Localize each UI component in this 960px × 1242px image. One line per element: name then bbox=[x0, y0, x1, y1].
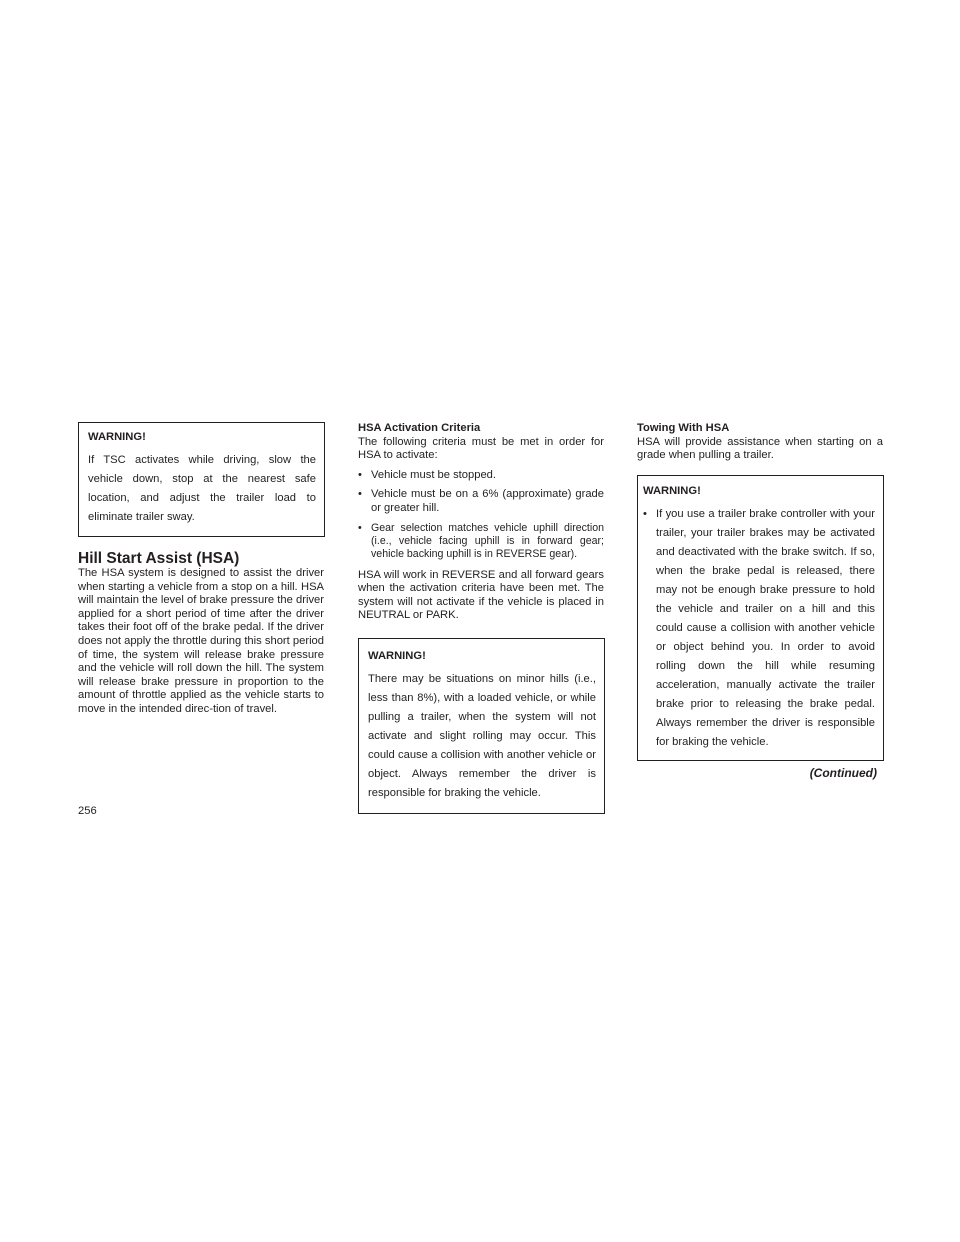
bullet-icon: • bbox=[643, 507, 647, 520]
hsa-description: The HSA system is designed to assist the driver when starting a vehicle from a stop on a hill. HSA will maintain the level of brake pressure the driver applied for a short period of time after the driver takes their foot off of the brake pedal. If the driver does not apply the throttle during this short period of time, the system will release brake pressure and the vehicle will roll down the hill. The system will release brake pressure in proportion to the amount of throttle applied as the vehicle starts to move in the intended direc-tion of travel. bbox=[78, 567, 324, 715]
activation-criteria-list bbox=[358, 469, 604, 561]
bullet-icon: • bbox=[358, 488, 362, 501]
list-item-text: If you use a trailer brake controller with your trailer, your trailer brakes may be activated and deactivated with the brake switch. If so, when the brake pedal is released, there may not be enough brake pressure to hold the vehicle and trailer on a hill and this could cause a collision with another vehicle or object behind you. In order to avoid rolling down the hill while resuming acceleration, manually activate the trailer brake prior to releasing the brake pedal. Always remember the driver is responsible for braking the vehicle. bbox=[656, 507, 875, 748]
activation-criteria-intro: The following criteria must be met in order for HSA to activate: bbox=[358, 435, 604, 462]
list-item-text: Vehicle must be stopped. bbox=[371, 468, 497, 481]
list-item bbox=[358, 488, 604, 515]
column-right bbox=[637, 422, 883, 780]
towing-heading: Towing With HSA bbox=[637, 422, 730, 434]
bullet-icon: • bbox=[358, 521, 362, 534]
activation-criteria-heading: HSA Activation Criteria bbox=[358, 422, 481, 434]
column-middle bbox=[358, 422, 604, 814]
hsa-gear-paragraph: HSA will work in REVERSE and all forward gears when the activation criteria have been met. The system will not activate if the vehicle is placed in NEUTRAL or PARK. bbox=[358, 568, 604, 622]
trailer-brake-warning-box bbox=[637, 475, 884, 761]
warning-list bbox=[643, 505, 875, 752]
warning-title: WARNING! bbox=[368, 649, 426, 662]
warning-body: There may be situations on minor hills (i.e., less than 8%), with a loaded vehicle, or while pulling a trailer, when the system will not activate and slight rolling may occur. This could cause a collision with another vehicle or object. Always remember the driver is responsible for braking the vehicle. bbox=[368, 672, 596, 799]
bullet-icon: • bbox=[358, 468, 362, 481]
minor-hills-warning-box bbox=[358, 638, 605, 814]
list-item-text: Vehicle must be on a 6% (approximate) grade or greater hill. bbox=[371, 488, 604, 514]
list-item bbox=[358, 522, 604, 561]
list-item bbox=[643, 505, 875, 752]
towing-intro: HSA will provide assistance when starting on a grade when pulling a trailer. bbox=[637, 435, 883, 462]
section-title: Hill Start Assist (HSA) bbox=[78, 550, 240, 567]
warning-title: WARNING! bbox=[643, 484, 701, 497]
list-item bbox=[358, 469, 604, 483]
tsc-warning-box bbox=[78, 422, 325, 537]
continued-label: (Continued) bbox=[809, 765, 877, 780]
page-number: 256 bbox=[78, 805, 97, 817]
column-left bbox=[78, 422, 324, 717]
warning-body: If TSC activates while driving, slow the vehicle down, stop at the nearest safe location, and adjust the trailer load to eliminate trailer sway. bbox=[88, 454, 316, 523]
warning-title: WARNING! bbox=[88, 431, 146, 443]
list-item-text: Gear selection matches vehicle uphill direction (i.e., vehicle facing uphill is in forward gear; vehicle backing uphill is in REVERSE gear). bbox=[371, 521, 604, 560]
